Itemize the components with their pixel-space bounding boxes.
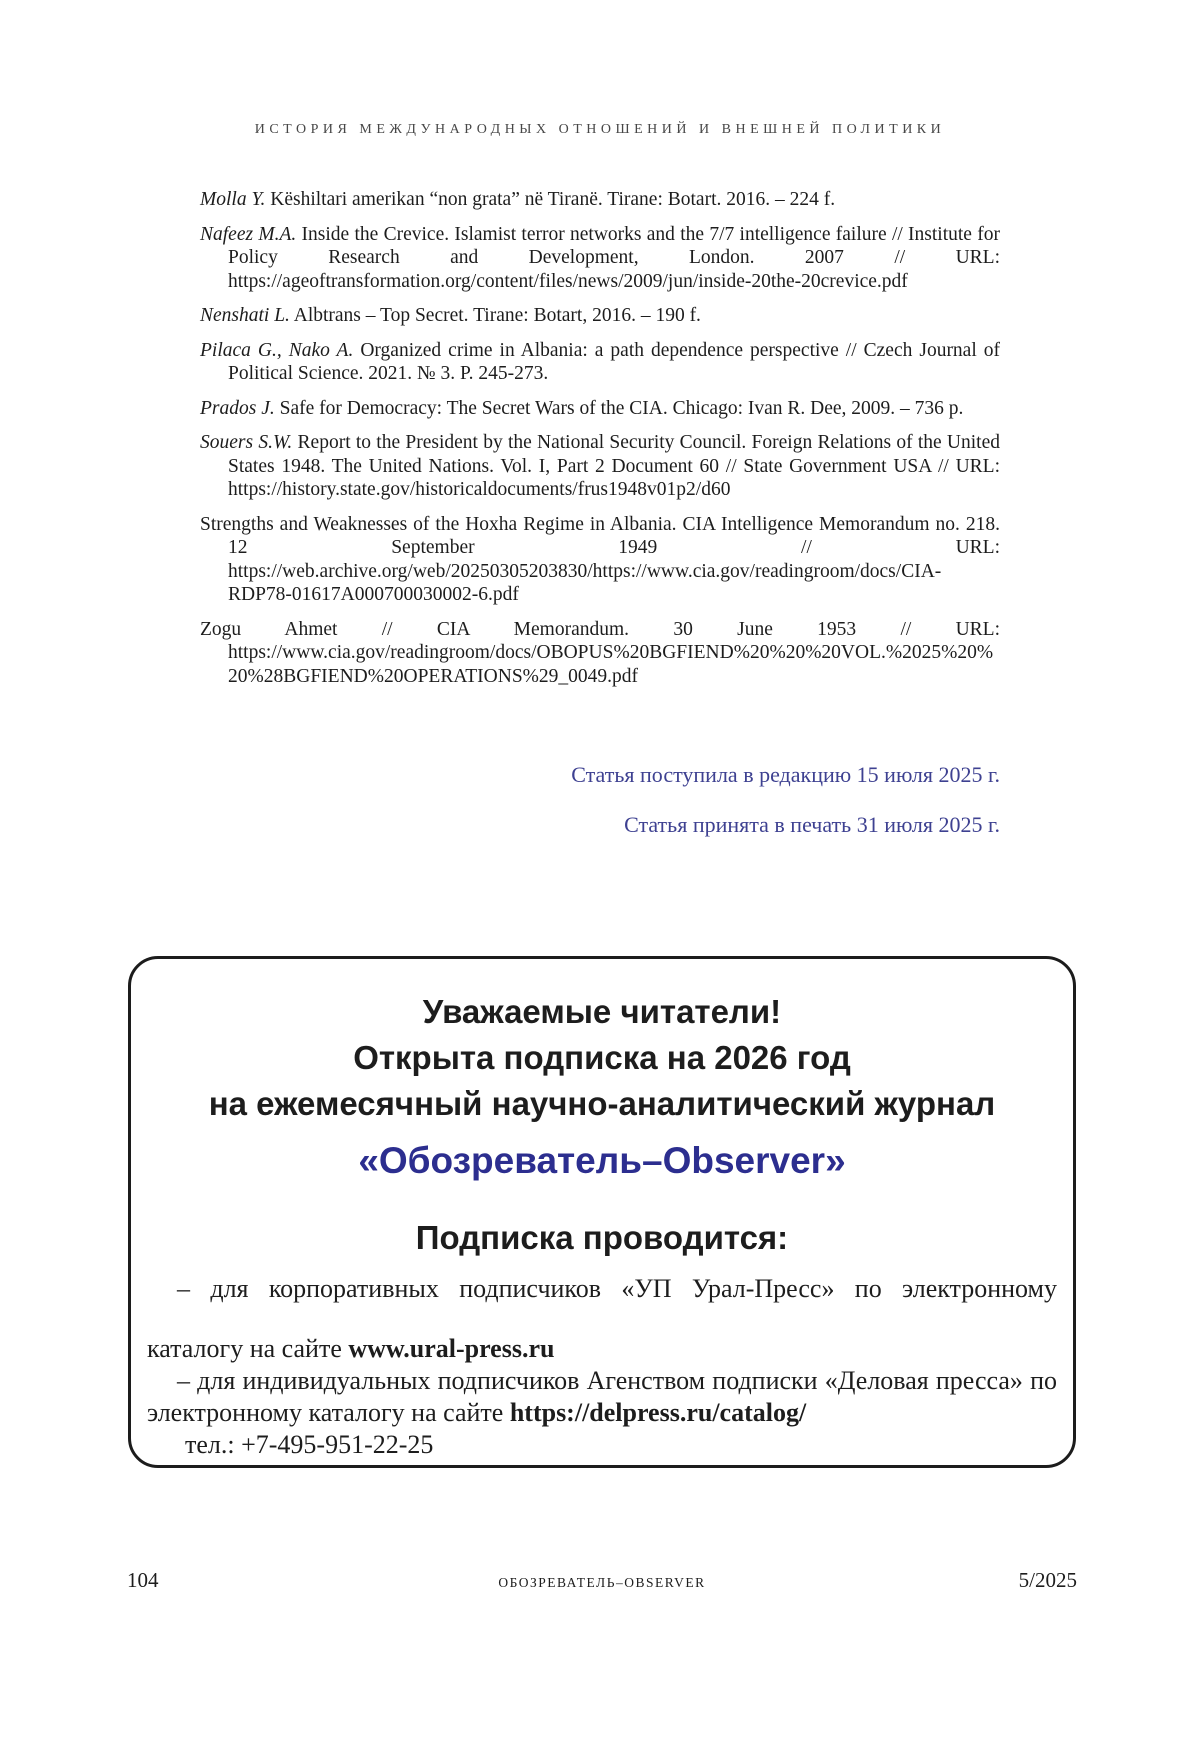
reference-item — [200, 339, 1000, 386]
date-accepted-line: Статья принята в печать 31 июля 2025 г. — [624, 812, 1000, 837]
page-footer — [127, 1570, 1077, 1593]
subscription-greeting: Уважаемые читатели! — [422, 993, 782, 1030]
reference-text: Report to the President by the National Security Council. Foreign Relations of the United States 1948. The United Nations. Vol. I, Part 2 Document 60 // State Government USA // URL: https://history.state.gov/historicaldocuments/frus1948v01p2/d60 — [228, 432, 1000, 500]
individual-subscribers-text: – для индивидуальных подписчиков Агенством подписки «Деловая пресса» по электронному каталогу на сайте — [147, 1366, 1057, 1427]
reference-text: Zogu Ahmet // CIA Memorandum. 30 June 1953 // URL: https://www.cia.gov/readingroom/docs/OBOPUS%20BGFIEND%20%20%20VOL.%2025%20%20%28BGFIEND%20OPERATIONS%29_0049.pdf — [200, 618, 1000, 687]
reference-author: Nafeez M.A. — [200, 223, 297, 245]
reference-text: Organized crime in Albania: a path dependence perspective // Czech Journal of Political Science. 2021. № 3. P. 245-273. — [228, 339, 1000, 384]
footer-issue: 5/2025 — [1018, 1568, 1077, 1592]
reference-item — [200, 223, 1000, 294]
reference-author: Molla Y. — [200, 189, 266, 210]
ural-press-url: www.ural-press.ru — [348, 1334, 555, 1363]
delpress-url: https://delpress.ru/catalog/ — [509, 1398, 807, 1427]
phone-line: тел.: +7-495-951-22-25 — [185, 1430, 434, 1459]
catalog-site-prefix: каталогу на сайте — [147, 1334, 349, 1363]
reference-author: Prados J. — [200, 397, 275, 419]
catalog-site-line — [147, 1333, 1057, 1365]
subscription-box — [128, 956, 1076, 1468]
reference-item — [200, 431, 1000, 502]
running-header: ИСТОРИЯ МЕЖДУНАРОДНЫХ ОТНОШЕНИЙ И ВНЕШНЕЙ ПОЛИТИКИ — [254, 122, 946, 137]
reference-text: Strengths and Weaknesses of the Hoxha Regime in Albania. CIA Intelligence Memorandum no. 218. 12 September 1949 // URL: https://web.archive.org/web/20250305203830/https://www.cia.gov/readingroom/docs/CIA-RDP78-01617A000700030002-6.pdf — [200, 513, 1000, 605]
date-received-line: Статья поступила в редакцию 15 июля 2025 г. — [571, 762, 1000, 787]
reference-item — [200, 304, 1000, 328]
subscription-open-line: Открыта подписка на 2026 год — [353, 1039, 851, 1076]
reference-text: Inside the Crevice. Islamist terror networks and the 7/7 intelligence failure // Institute for Policy Research and Development, London. 2007 // URL: https://ageoftransformation.org/content/files/news/2009/jun/inside-20the-20crevice.pdf — [228, 223, 1000, 292]
reference-text: Safe for Democracy: The Secret Wars of the CIA. Chicago: Ivan R. Dee, 2009. – 736 p. — [274, 397, 964, 419]
reference-author: Souers S.W. — [200, 432, 293, 453]
reference-item — [200, 188, 1000, 212]
reference-item — [200, 618, 1000, 689]
reference-text: Albtrans – Top Secret. Tirane: Botart, 2016. – 190 f. — [289, 305, 701, 326]
footer-page-number: 104 — [127, 1568, 159, 1592]
reference-item — [200, 397, 1000, 421]
reference-item — [200, 513, 1000, 607]
subscription-subheading: Подписка проводится: — [415, 1219, 789, 1256]
corporate-subscribers-line: – для корпоративных подписчиков «УП Урал-Пресс» по электронному — [177, 1274, 1057, 1303]
subscription-journal-desc-line: на ежемесячный научно-аналитический журнал — [208, 1085, 996, 1122]
footer-journal-title: ОБОЗРЕВАТЕЛЬ–OBSERVER — [498, 1575, 706, 1590]
reference-author: Pilaca G., Nako A. — [200, 339, 354, 361]
reference-text: Këshiltari amerikan “non grata” në Tiranë. Tirane: Botart. 2016. – 224 f. — [265, 189, 836, 210]
references-list — [200, 188, 1000, 688]
reference-author: Nenshati L. — [200, 305, 290, 326]
journal-name: «Обозреватель–Observer» — [358, 1140, 846, 1181]
individual-subscribers-line — [147, 1365, 1057, 1429]
article-dates — [200, 762, 1000, 838]
